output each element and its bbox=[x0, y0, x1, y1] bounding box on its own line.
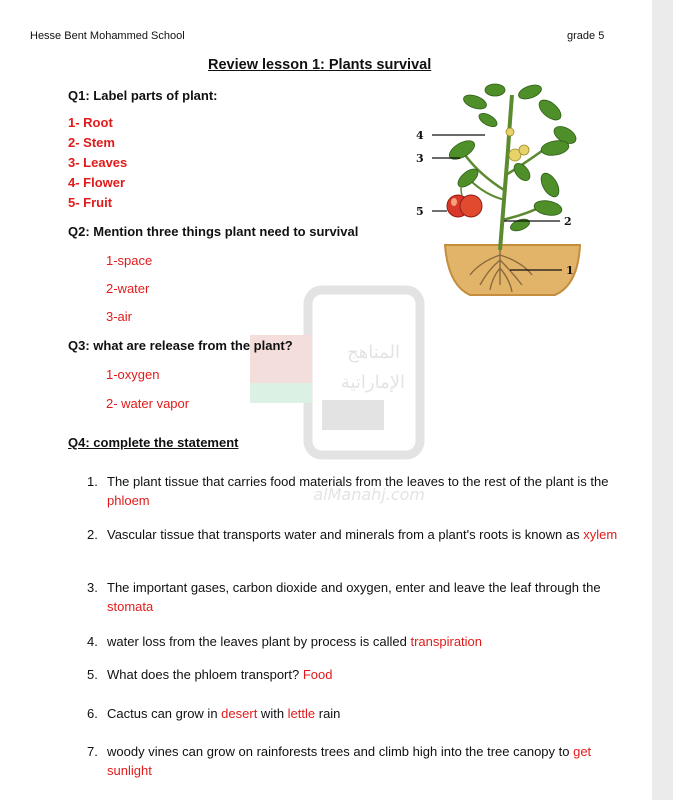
q4-item-1 bbox=[87, 472, 627, 510]
item-answer: Food bbox=[302, 667, 333, 682]
item-number: 3. bbox=[87, 580, 98, 595]
q2-answer-2: 2-water bbox=[106, 281, 150, 296]
item-number: 5. bbox=[87, 667, 98, 682]
item-text: The important gases, carbon dioxide and oxygen, enter and leave the leaf through the bbox=[107, 580, 601, 595]
q3-answer-2: 2- water vapor bbox=[106, 396, 190, 411]
item-text-2: with bbox=[257, 706, 288, 721]
q1-part-leaves: 3- Leaves bbox=[68, 155, 128, 170]
watermark-logo-icon bbox=[250, 290, 425, 504]
item-text: water loss from the leaves plant by process is called bbox=[107, 634, 411, 649]
item-answer: transpiration bbox=[410, 634, 483, 649]
label-3: 3 bbox=[416, 152, 424, 165]
grade-label: grade 5 bbox=[567, 30, 605, 42]
q4-item-7 bbox=[87, 742, 617, 780]
item-answer: stomata bbox=[107, 599, 154, 614]
item-text: Vascular tissue that transports water and minerals from a plant's roots is known as bbox=[107, 527, 584, 542]
label-2: 2 bbox=[564, 215, 572, 228]
item-text: The plant tissue that carries food materials from the leaves to the rest of the plant is the bbox=[107, 474, 609, 489]
item-answer-2: lettle bbox=[287, 706, 316, 721]
item-text: Cactus can grow in bbox=[107, 706, 222, 721]
watermark-site: alManahj.com bbox=[313, 485, 425, 504]
q3-question: Q3: what are release from the plant? bbox=[68, 338, 293, 353]
q1-part-root: 1- Root bbox=[68, 115, 113, 130]
item-text: What does the phloem transport? bbox=[107, 667, 303, 682]
q3-answer-1: 1-oxygen bbox=[106, 367, 160, 382]
q4-item-2 bbox=[87, 525, 627, 544]
page-title: Review lesson 1: Plants survival bbox=[208, 57, 432, 73]
item-number: 6. bbox=[87, 706, 98, 721]
item-number: 7. bbox=[87, 744, 98, 759]
q4-item-6 bbox=[87, 704, 627, 723]
school-name: Hesse Bent Mohammed School bbox=[30, 30, 185, 42]
plant-diagram bbox=[400, 80, 600, 310]
item-answer: get sunlight bbox=[107, 744, 592, 778]
q1-part-fruit: 5- Fruit bbox=[68, 195, 113, 210]
item-number: 1. bbox=[87, 474, 98, 489]
q1-part-stem: 2- Stem bbox=[68, 135, 115, 150]
q4-question: Q4: complete the statement bbox=[68, 435, 239, 450]
q1-question: Q1: Label parts of plant: bbox=[68, 88, 218, 103]
item-number: 2. bbox=[87, 527, 98, 542]
label-5: 5 bbox=[416, 205, 424, 218]
q2-answer-3: 3-air bbox=[106, 309, 133, 324]
item-answer: xylem bbox=[583, 527, 618, 542]
item-answer: phloem bbox=[107, 493, 150, 508]
item-text-3: rain bbox=[315, 706, 341, 721]
watermark-arabic-2: الإماراتية bbox=[340, 372, 405, 393]
q4-item-4 bbox=[87, 632, 627, 651]
q4-item-5 bbox=[87, 665, 627, 684]
watermark-arabic-1: المناهج bbox=[347, 342, 400, 363]
q2-question: Q2: Mention three things plant need to survival bbox=[68, 224, 359, 239]
label-1: 1 bbox=[566, 264, 574, 277]
q4-item-3 bbox=[87, 578, 627, 616]
item-number: 4. bbox=[87, 634, 98, 649]
item-answer: desert bbox=[221, 706, 258, 721]
item-text: woody vines can grow on rainforests trees and climb high into the tree canopy to bbox=[107, 744, 574, 759]
label-4: 4 bbox=[416, 129, 424, 142]
q1-part-flower: 4- Flower bbox=[68, 175, 126, 190]
q2-answer-1: 1-space bbox=[106, 253, 153, 268]
